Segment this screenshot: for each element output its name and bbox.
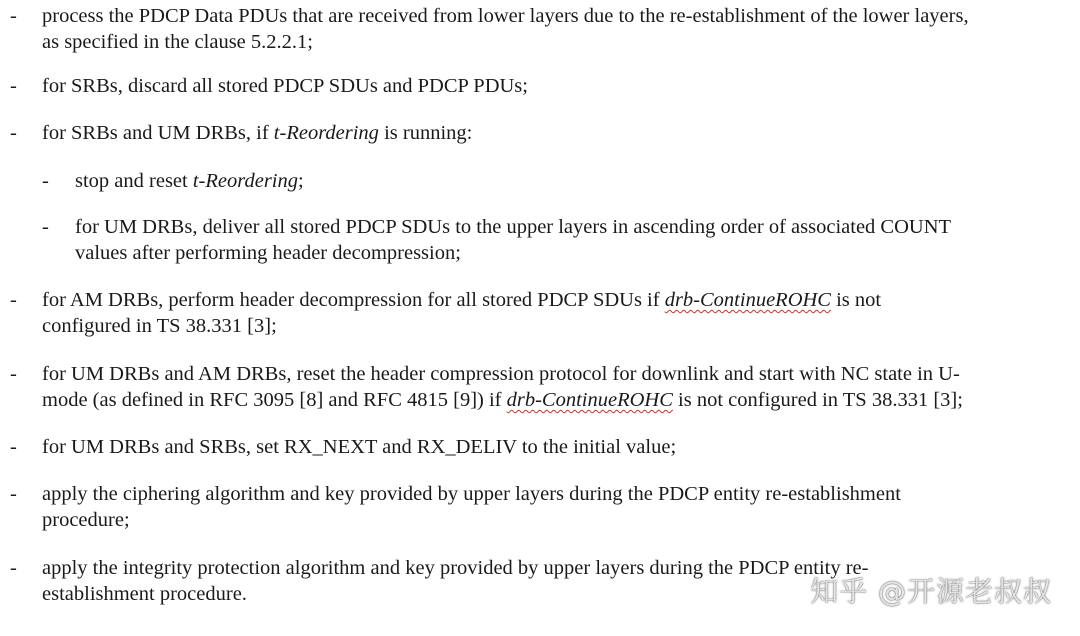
- item-text: process the PDCP Data PDUs that are received from lower layers due to the re-establishment of the lower layers,: [42, 5, 969, 27]
- bullet-dash: -: [42, 170, 49, 192]
- item-text: for UM DRBs, deliver all stored PDCP SDUs to the upper layers in ascending order of associated COUNT: [75, 216, 952, 238]
- bullet-dash: -: [10, 557, 17, 579]
- bullet-dash: -: [10, 5, 17, 27]
- bullet-dash: -: [10, 483, 17, 505]
- item-text: establishment procedure.: [42, 583, 247, 605]
- item-text: stop and reset: [75, 170, 193, 192]
- item-text: for AM DRBs, perform header decompression for all stored PDCP SDUs if: [42, 289, 665, 311]
- bullet-dash: -: [10, 436, 17, 458]
- bullet-dash: -: [10, 75, 17, 97]
- parameter-name: drb-ContinueROHC: [506, 389, 673, 411]
- item-text: for UM DRBs and SRBs, set RX_NEXT and RX_DELIV to the initial value;: [42, 436, 677, 458]
- bullet-dash: -: [10, 122, 17, 144]
- parameter-name: drb-ContinueROHC: [664, 289, 831, 311]
- item-text: ;: [298, 170, 304, 192]
- item-text: apply the ciphering algorithm and key provided by upper layers during the PDCP entity re-establishment: [42, 483, 901, 505]
- item-text: procedure;: [42, 509, 130, 531]
- bullet-dash: -: [42, 216, 49, 238]
- item-text: is not: [830, 289, 882, 311]
- item-text: values after performing header decompression;: [75, 242, 461, 264]
- item-text: configured in TS 38.331 [3];: [42, 315, 277, 337]
- timer-name: t-Reordering: [273, 122, 379, 144]
- item-text: as specified in the clause 5.2.2.1;: [42, 31, 313, 53]
- item-text: apply the integrity protection algorithm and key provided by upper layers during the PDCP entity re-: [42, 557, 869, 579]
- item-text: is not configured in TS 38.331 [3];: [672, 389, 963, 411]
- item-text: for UM DRBs and AM DRBs, reset the header compression protocol for downlink and start with NC state in U-: [42, 363, 960, 385]
- watermark-text: 知乎 @开源老叔叔: [810, 575, 1052, 608]
- item-text: is running:: [378, 122, 473, 144]
- item-text: for SRBs, discard all stored PDCP SDUs and PDCP PDUs;: [42, 75, 528, 97]
- bullet-dash: -: [10, 363, 17, 385]
- item-text: mode (as defined in RFC 3095 [8] and RFC 4815 [9]) if: [42, 389, 507, 411]
- timer-name: t-Reordering: [192, 170, 298, 192]
- item-text: for SRBs and UM DRBs, if: [42, 122, 274, 144]
- bullet-dash: -: [10, 289, 17, 311]
